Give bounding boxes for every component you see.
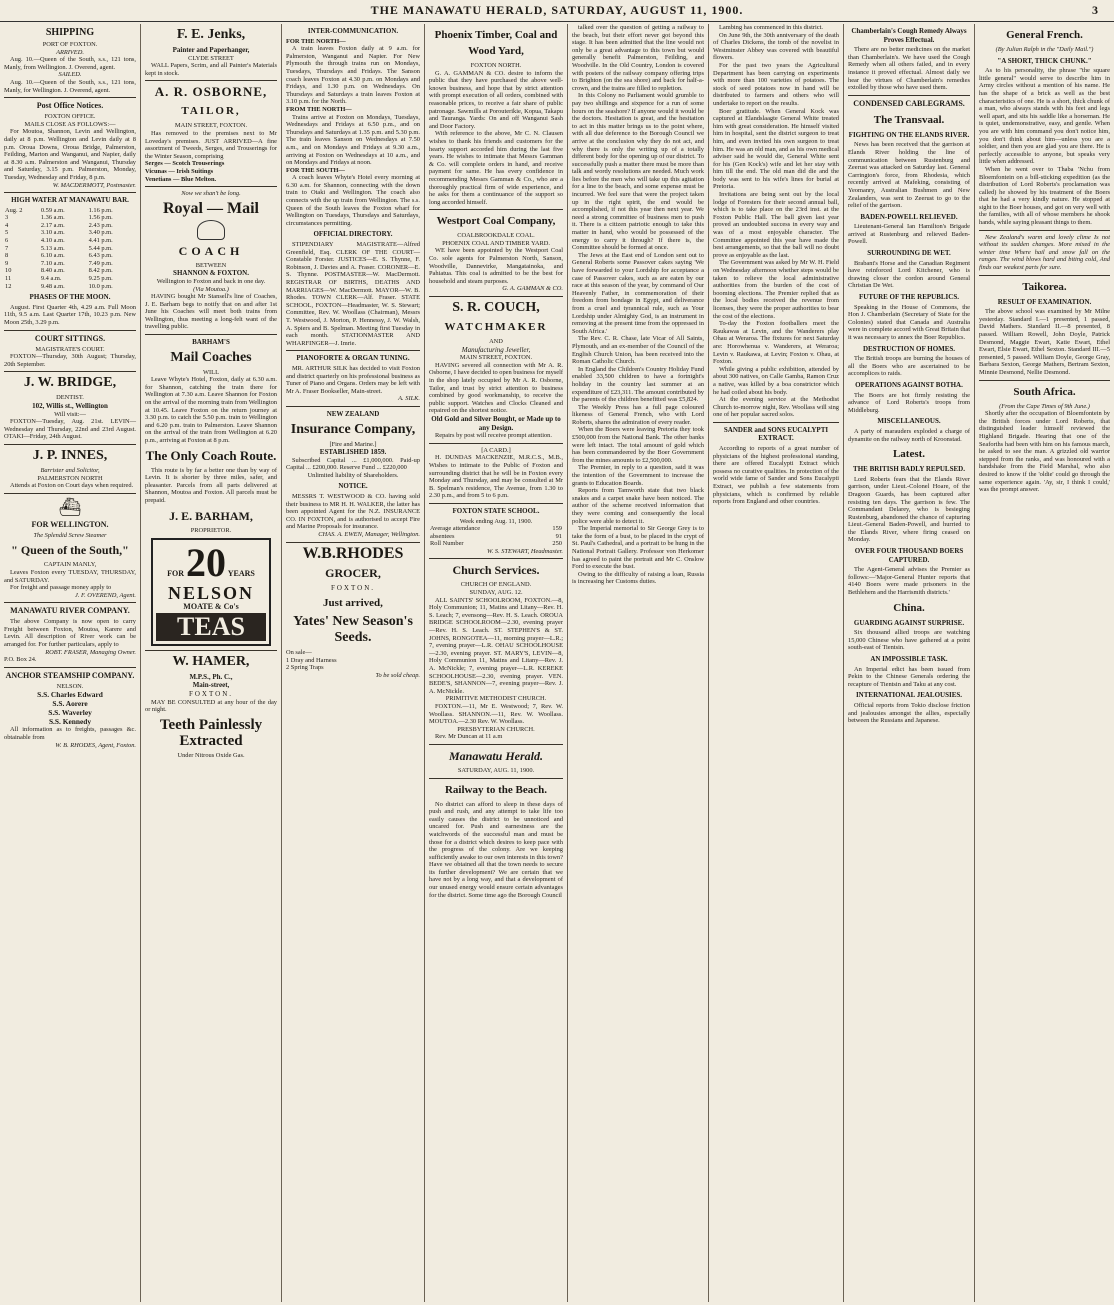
sale-item: 1 Dray and Harness bbox=[286, 656, 337, 664]
high-water-cell: 11 bbox=[5, 275, 12, 283]
misc-text: A party of marauders exploded a charge of dynamite on the railway north of Kroonstad. bbox=[848, 427, 970, 443]
south-africa-source: (From the Cape Times of 9th June.) bbox=[999, 402, 1090, 410]
taikorea-heading: Taikorea. bbox=[1022, 280, 1067, 293]
westport-title: Westport Coal Company, bbox=[436, 215, 556, 228]
nelson-teas-advert bbox=[151, 538, 271, 646]
boers-heading: OVER FOUR THOUSAND BOERS CAPTURED. bbox=[854, 547, 964, 564]
church-england: CHURCH OF ENGLAND. bbox=[460, 581, 532, 589]
nelson-name: NELSON bbox=[167, 583, 255, 604]
column-6 bbox=[709, 24, 843, 1302]
nz-heading: NEW ZEALAND bbox=[326, 409, 380, 418]
news-paragraph: At the evening service at the Methodist Church to-morrow night, Rev. Woollass will sing one of her popular sacred solos. bbox=[713, 396, 839, 419]
nz-name: Insurance Company, bbox=[290, 421, 416, 437]
school-heading: FOXTON STATE SCHOOL. bbox=[452, 506, 540, 515]
exam-text: The above school was examined by Mr Milne yesterday. Standard I.—1 presented, 1 passed, David Mathers. Standard II.—8 presented, 8 passed. William Rowell, John Doyle, Patrick Desmond, Maggie Ewart, Katie Ewart, Ethel Ewart, Elsie Ewart, Ethel Sexton. Standard III.—5 presented, 5 passed. William Doyle, George Gray, Barbara Sexton, George Mathers, Bertram Sexton, Minnie Desmond, Nellie Desmond. bbox=[979, 308, 1110, 376]
high-water-row bbox=[4, 229, 136, 237]
high-water-cell: 5.44 p.m. bbox=[88, 244, 113, 252]
botha-heading: OPERATIONS AGAINST BOTHA. bbox=[855, 380, 963, 389]
high-water-cell: 8.40 a.m. bbox=[40, 267, 65, 275]
piano-signature: A. SILK. bbox=[398, 395, 420, 403]
nz-capital: Subscribed Capital ... £1,000,000. Paid-up Capital ... £200,000. Reserve Fund ... £220,000 bbox=[286, 456, 420, 472]
school-cell: 159 bbox=[552, 525, 562, 533]
barham-name: J. E. BARHAM, bbox=[169, 508, 253, 523]
french-sub: "A SHORT, THICK CHUNK." bbox=[997, 56, 1092, 65]
anchor-text: All information as to freights, passages &c. obtainable from bbox=[4, 726, 136, 742]
high-water-cell: 7 bbox=[5, 244, 9, 252]
from-north-text: Trains arrive at Foxton on Mondays, Tuesdays, Wednesdays and Fridays at 6.50 p.m., and on Thursdays and Saturdays at 1.35 p.m. and 5.30 p.m. The train leaves Sanson on Wednesdays at 7.50 a.m., and on Mondays and Fridays at 9.30 a.m., arriving at Foxton on Wednesdays at 10 a.m., and on Mondays and Fridays at noon. bbox=[286, 113, 420, 167]
british-heading: THE BRITISH BADLY REPULSED. bbox=[853, 465, 965, 474]
high-water-cell: 10.0 p.m. bbox=[88, 282, 113, 290]
arrived-text: Aug. 10.—Queen of the South, s.s., 121 tons, Manly, from Wellington. J. Overend, agent. bbox=[4, 56, 136, 71]
ship-icon: ⛴ bbox=[58, 496, 82, 517]
anchor-signature: W. B. RHODES, Agent, Foxton. bbox=[55, 741, 136, 749]
river-heading: MANAWATU RIVER COMPANY. bbox=[10, 606, 130, 616]
wellington-heading: FOR WELLINGTON. bbox=[31, 519, 109, 529]
yates-seeds: Yates' New Season's Seeds. bbox=[293, 614, 413, 646]
high-water-heading: HIGH WATER AT MANAWATU BAR. bbox=[11, 196, 129, 205]
high-water-cell: 8.42 p.m. bbox=[88, 267, 113, 275]
herald-nameplate: Manawatu Herald. bbox=[448, 748, 544, 763]
moon-text: August. First Quarter 4th, 4.29 a.m. Full Moon 11th, 9.5 a.m. Last Quarter 17th, 10.23 p.m. New Moon 25th, 3.29 p.m. bbox=[4, 303, 136, 326]
nelson-twenty: 20 bbox=[186, 540, 227, 586]
phoenix-coal: PHOENIX COAL AND TIMBER YARD. bbox=[442, 239, 550, 247]
only-route-text: This route is by far a better one than by way of Levin. It is shorter by three miles, safer, and pleasanter. Parcels from all parts delivered at Shannon, Moutoa and Foxton. All parcels must be prepaid. bbox=[145, 466, 277, 504]
phoenix-text: G. A. GAMMAN & CO. desire to inform the public that they have purchased the above well-known business, and hope that by strict attention with prompt execution of all orders, combined with reasonable prices, to receive a fair share of public patronage. Sawmills at Porouterikie, Kopua, Takapu and Tauranga. Yards: On and off Wanganui Sash and Door Factory. bbox=[429, 69, 563, 130]
barham-title: BARHAM'S bbox=[192, 338, 230, 347]
high-water-cell: 4 bbox=[5, 221, 9, 229]
high-water-row bbox=[4, 267, 136, 275]
shipping-port: PORT OF FOXTON. bbox=[42, 41, 98, 48]
high-water-cell: 0.59 a.m. bbox=[40, 206, 65, 214]
page-number: 3 bbox=[1092, 3, 1098, 17]
column-3 bbox=[282, 24, 424, 1302]
osborne-address: MAIN STREET, FOXTON. bbox=[174, 122, 248, 130]
jenks-role: Painter and Paperhanger, bbox=[172, 46, 250, 54]
jealous-heading: INTERNATIONAL JEALOUSIES. bbox=[855, 691, 963, 700]
river-signature: ROBT. FRASER, Managing Owner. bbox=[45, 648, 136, 656]
presby-text: Rev. Mr Duncan at 11 a.m bbox=[435, 733, 503, 741]
high-water-cell: 3 bbox=[5, 214, 9, 222]
school-table bbox=[429, 525, 563, 548]
rhodes-town: FOXTON. bbox=[330, 583, 375, 592]
teeth-title: Teeth Painlessly Extracted bbox=[159, 716, 263, 749]
for-south-label: FOR THE SOUTH— bbox=[286, 166, 345, 174]
news-paragraph: To-day the Foxton footballers meet the Raukawas at Levin, and the Wanderers play Ohau at Weraroa. The fixtures for next Saturday are: Horowhenua v. Wanderers, at Weraroa; Levin v. Raukawa, at Levin; Foxton v. Ohau, at Foxton. bbox=[713, 320, 839, 366]
high-water-row bbox=[4, 260, 136, 268]
dewet-heading: SURROUNDING DE WET. bbox=[867, 249, 951, 258]
leaves-text: Leaves Foxton every TUESDAY, THURSDAY, and SATURDAY. bbox=[4, 568, 136, 584]
high-water-cell: 9.25 p.m. bbox=[88, 275, 113, 283]
latest-heading: Latest. bbox=[892, 448, 926, 461]
couch-name: S. R. COUCH, bbox=[452, 300, 540, 316]
transvaal-heading: The Transvaal. bbox=[873, 113, 945, 126]
presby-heading: PRESBYTERIAN CHURCH. bbox=[457, 725, 535, 733]
elands-text: News has been received that the garrison at Elands River holding the line of communication between Rustenburg and Zeerust was attacked on Saturday last. General Carrington's force, from Rhodesia, which recently arrived at Mafeking, consisting of Yeomanry, Australian Bushmen and New Zealanders, was sent to Zeerust to go to the relief of the garrison. bbox=[848, 141, 970, 210]
news-paragraph: While giving a public exhibition, attended by about 300 natives, on Calle Gamba, Ramon Cruz a native, was killed by a boa constrictor which he had coiled about his body. bbox=[713, 365, 839, 396]
high-water-cell: 4.41 p.m. bbox=[88, 237, 113, 245]
column-5 bbox=[568, 24, 708, 1302]
high-water-cell: 8 bbox=[5, 252, 9, 260]
south-africa-heading: South Africa. bbox=[1013, 385, 1076, 398]
school-signature: W. S. STEWART, Headmaster. bbox=[486, 547, 563, 555]
high-water-cell: 9.48 a.m. bbox=[40, 282, 65, 290]
innes-role: Barrister and Solicitor, bbox=[40, 466, 100, 474]
overend-signature: J. F. OVEREND, Agent. bbox=[75, 591, 136, 599]
school-cell: 91 bbox=[555, 532, 562, 540]
piano-text: MR. ARTHUR SILK has decided to visit Foxton and district quarterly on his professional business as Tuner of Piano and Organs. Orders may be left with Mr A. Fraser Bookseller, Main-street. bbox=[286, 364, 420, 395]
british-text: Lord Roberts fears that the Elands River garrison, under Lieut.-Colonel Hoare, of the Dragoon Guards, has been captured after resisting ten days. The garrison is few. The Commandant Delarey, who is besieging Rustenburg, abandoned the chance of capturing Lieut.-General Baden-Powell, and hurried to the Elands River, where firing ceased on Monday. bbox=[848, 475, 970, 544]
future-heading: FUTURE OF THE REPUBLICS. bbox=[859, 293, 959, 302]
high-water-row bbox=[4, 275, 136, 283]
steamer-label: The Splendid Screw Steamer bbox=[33, 531, 107, 539]
jenks-name: F. E. Jenks, bbox=[176, 27, 246, 42]
impossible-heading: AN IMPOSSIBLE TASK. bbox=[870, 655, 948, 663]
notice-heading: NOTICE. bbox=[338, 482, 368, 491]
high-water-cell: 3.10 a.m. bbox=[40, 229, 65, 237]
official-text: STIPENDIARY MAGISTRATE—Alfred Greenfield, Esq. CLERK OF THE COURT—Constable Forster. JUSTICES—E. S. Thynne, F. Robinson, J. Davies and A. Fraser. CORONER—E. S. Thynne. POSTMASTER—W. MacDermott. REGISTRAR OF BIRTHS, DEATHS AND MARRIAGES—W. MacDermott. MAYOR—W. B. Rhodes. TOWN CLERK—Alf. Fraser. STATE SCHOOL, FOXTON—Headmaster, W. S. Stewart; Committee, Rev. W. Woollass (Chairman), Messrs T. Westwood, J. Morton, P. Hennessy, J. W. Walsh, A. Spiers and B. Spelman. Meeting first Tuesday in each month. STATIONMASTER AND WHARFINGER—J. Imrie. bbox=[286, 241, 420, 347]
arrived-label: ARRIVED. bbox=[56, 48, 84, 56]
court-sub: MAGISTRATE'S COURT. bbox=[35, 345, 105, 353]
sander-text: According to reports of a great number of physicians of the highest professional standing, there are offered Eucalypti Extract which possess no curative qualities. In protection of the world wide fame of Sander and Sons Eucalypti Extract, we publish a few statements from physicians, which is confirmed by reliable reports from England and other countries. bbox=[713, 445, 839, 506]
railway-heading: Railway to the Beach. bbox=[444, 783, 548, 796]
high-water-cell: 1.56 p.m. bbox=[88, 214, 113, 222]
church-heading: Church Services. bbox=[452, 563, 540, 578]
high-water-cell: 10 bbox=[5, 267, 12, 275]
news-paragraph: The Imperial memorial to Sir George Grey is to take the form of a bust, to be placed in the crypt of St. Paul's Cathedral, and a portrait to be hung in the National Portrait Gallery. Professor von Herkomer has agreed to paint the portrait and Mr C. Onslow Ford to execute the bust. bbox=[572, 525, 704, 571]
nelson-for: FOR bbox=[167, 569, 185, 579]
south-text: A coach leaves Whyte's Hotel every morning at 6.30 a.m. for Shannon, connecting with the down train to Otaki and Wellington. The coach also connects with the up train from Wellington. The s.s. Queen of the South leaves the Foxton wharf for Wellington on Tuesdays, Thursdays and Saturdays, circumstances permitting. bbox=[286, 174, 420, 227]
high-water-cell: 6.43 p.m. bbox=[88, 252, 113, 260]
high-water-cell: 9.4 a.m. bbox=[40, 275, 62, 283]
for-north-label: FOR THE NORTH— bbox=[286, 37, 346, 45]
high-water-row bbox=[4, 237, 136, 245]
anchor-ships: S.S. Charles Edward S.S. Aorere S.S. Waverley S.S. Kennedy bbox=[37, 690, 103, 727]
high-water-table bbox=[4, 207, 136, 291]
lovin-tagline: Now we shan't be long. bbox=[181, 190, 241, 198]
school-row bbox=[429, 533, 563, 541]
china-heading: China. bbox=[893, 601, 925, 614]
north-text: A train leaves Foxton daily at 9 a.m. for Palmerston, Wanganui and Napier. For New Plymouth the through trains run on Mondays, Tuesdays, Thursdays and Fridays. The Sanson coach leaves Foxton at 4.30 p.m. on Mondays and Fridays, and 1.30 p.m. on Wednesdays. On Thursdays and Saturdays a train leaves Foxton at 3.10 p.m. for the North. bbox=[286, 45, 420, 106]
anchor-heading: ANCHOR STEAMSHIP COMPANY. bbox=[5, 670, 135, 680]
bridge-text: FOXTON—Tuesday, Aug. 21st. LEVIN—Wednesday and Thursday, 22nd and 23rd August. OTAKI—Friday, 24th August. bbox=[4, 418, 136, 441]
bridge-visit: Will visit:— bbox=[54, 410, 86, 418]
court-text: FOXTON—Thursday, 30th August; Thursday, 20th September. bbox=[4, 353, 136, 368]
editorial-paragraph: In this Colony no Parliament would grumble to pay two shillings and sixpence for a run of some hours on the seashore? If anyone would it would be the doctors. Hesitation is great, and the hesitation to act in this matter brings us to the point where, with all due deference to the Borough Council we arrive at the conclusion why they do not act, and why there is only the writing up of a totally different body for the opening up of our district. To successfully push a matter there must be more than talk and wordy resolutions are needed. Much work lies before the men who will take up this agitation for a line to the beach, and some expense must be incurred. We feel sure that were the project taken up in the right spirit, the end would be accomplished, if not this year then next year. We need a strong committee of business men to push it. There is a citizen patriotic enough to take this matter in hand, who would be possessed of the energy to carry it through? If there is, the Committee should be formed at once. bbox=[572, 92, 704, 252]
official-heading: OFFICIAL DIRECTORY. bbox=[313, 230, 393, 239]
nelson-teas: TEAS bbox=[156, 613, 266, 641]
innes-name: J. P. INNES, bbox=[32, 447, 108, 463]
jenks-text: WALL Papers, Scrim, and all Painter's Materials kept in stock. bbox=[145, 62, 277, 77]
news-paragraph: The Jews at the East end of London sent out to General Roberts some Passover cakes saying 'We have forwarded to your Lordship for acceptance a case of Passover cakes, such as are eaten by our race at this season of the year, by command of Our Heavenly Father, in commemoration of their freedom from bondage in Egypt, and deliverance from a cruel and tyrannical rule, such as Your Lordship under Almighty God, is an instrument in removing at the present time from the oppressed in South Africa.' bbox=[572, 251, 704, 335]
news-paragraph: On June 9th, the 30th anniversary of the death of Charles Dickens, the tomb of the novelist in Westminster Abbey was covered with beautiful flowers. bbox=[713, 31, 839, 62]
guard-heading: GUARDING AGAINST SURPRISE. bbox=[853, 618, 965, 627]
elands-heading: FIGHTING ON THE ELANDS RIVER. bbox=[848, 130, 970, 139]
high-water-cell: 6.10 a.m. bbox=[40, 252, 65, 260]
grocer-label: GROCER, bbox=[325, 565, 381, 580]
high-water-cell: 2.17 a.m. bbox=[40, 221, 65, 229]
phoenix-place: FOXTON NORTH. bbox=[470, 62, 522, 69]
news-paragraph: The Weekly Press has a full page coloured likeness of General French, who with Lord Roberts, shares the admiration of every reader. bbox=[572, 403, 704, 426]
news-paragraph: Owing to the difficulty of raising a loan, Russia is increasing her Customs duties. bbox=[572, 570, 704, 586]
osborne-name: A. R. OSBORNE, bbox=[154, 84, 268, 100]
french-heading: General French. bbox=[1006, 29, 1083, 41]
notice-text: MESSRS T. WESTWOOD & CO. having sold their business to MR H. H. WALKER, the latter has been appointed Agent for the N.Z. INSURANCE CO. IN FOXTON, and is authorised to accept Fire and Marine Proposals for insurance. bbox=[286, 493, 420, 531]
cables-heading: CONDENSED CABLEGRAMS. bbox=[853, 98, 965, 108]
french-byline: (By Julian Ralph in the "Daily Mail.") bbox=[995, 46, 1094, 53]
guard-text: Six thousand allied troops are watching 15,000 Chinese who have gathered at a point south-east of Tientsin. bbox=[848, 629, 970, 652]
south-africa-text: Shortly after the occupation of Bloemfontein by the British forces under Lord Roberts, that distinguished leader himself reviewed the Highland Brigade. Hearing that one of the Seaforths had been with him on his famous march, he asked to see the man. A grizzled old warrior stepped from the ranks, and was honoured with a handshake from the Field Marshal, who also desired to know if the 'oldie' could go through the same experience again. 'Ay, sir, I think I could,' was the prompt answer. bbox=[979, 410, 1110, 494]
exam-heading: RESULT OF EXAMINATION. bbox=[997, 297, 1092, 306]
news-paragraph: Reports from Tamworth state that two black snakes and a carpet snake have been noticed. The author of the scheme received information that they were coming and consequently the local police were able to detect it. bbox=[572, 487, 704, 525]
mail-coaches-title: Mail Coaches bbox=[170, 349, 252, 365]
baden-heading: BADEN-POWELL RELIEVED. bbox=[860, 212, 958, 221]
news-paragraph: Lambing has commenced in this district. bbox=[719, 24, 824, 31]
notice-signature: CHAS. A. EWEN, Manager, Wellington. bbox=[318, 531, 420, 539]
hamer-role: M.P.S., Ph. C., bbox=[189, 672, 233, 681]
ad-verse: New Zealand's warm and lovely clime Is not without its sudden changes. More mixed in the winter time Where hail and snow fall on the ranges. The wind blows hard and biting cold, And finds our weakest parts for sure. bbox=[979, 233, 1110, 272]
couch-role: WATCHMAKER bbox=[444, 321, 548, 334]
news-paragraph: When the Boers were leaving Pretoria they took £500,000 from the National Bank. The other banks were left intact. The total amount of gold which has been commandeered by the Boer Government from the mines amounts to £2,500,000. bbox=[572, 426, 704, 464]
bridge-address: 102, Willis st., Wellington bbox=[32, 401, 108, 410]
primitive-heading: PRIMITIVE METHODIST CHURCH. bbox=[445, 695, 547, 703]
post-office-text: For Moutoa, Shannon, Levin and Wellington, daily at 8 p.m. Wellington and Levin daily at 8 p.m. Oroua Downs, Oroua Bridge, Palmerston, Feilding, Marton and Wanganui, and Napier, daily at 8.30 a.m. Palmerston and Wanganui, Thursday and Saturday, 3.15 p.m. Palmerston, Monday, Tuesday, Wednesday and Friday, 8 p.m. bbox=[4, 128, 136, 181]
phoenix-title: Phoenix Timber, Coal and Wood Yard, bbox=[434, 29, 558, 57]
high-water-cell: 9 bbox=[5, 259, 9, 267]
royal-mail-title: Royal — Mail bbox=[163, 199, 259, 217]
sailed-text: Aug. 10.—Queen of the South, s.s., 121 tons, Manly, for Wellington. J. Overend, agent. bbox=[4, 78, 136, 94]
between-label: BETWEEN bbox=[195, 261, 227, 269]
rhodes-name: W.B.RHODES bbox=[302, 544, 404, 562]
high-water-cell: 1.36 a.m. bbox=[40, 214, 65, 222]
royal-body: HAVING bought Mr Stansell's line of Coaches, J. E. Barham begs to notify that on and after 1st June his Coaches will meet both trains from Wellington, thus meeting a long-felt want of the travelling public. bbox=[145, 293, 277, 331]
destruction-heading: DESTRUCTION OF HOMES. bbox=[862, 344, 956, 353]
river-text: The above Company is now open to carry Freight between Foxton, Moutoa, Karere and Levin. All description of River work can be arranged for. For further particulars, apply to bbox=[4, 618, 136, 649]
primitive-text: FOXTON.—11, Mr E. Westwood; 7, Rev. W. Woollass. SHANNON.—11, Rev. W. Woollass. MOUTOA.—2.30 Rev. W. Woollass. bbox=[429, 702, 563, 726]
church-text: ALL SAINTS' SCHOOLROOM, FOXTON.—8, Holy Communion; 11, Matins and Litany—Rev. H. S. Leach; 7, evensong—Rev. H. S. Leach. OROUA BRIDGE SCHOOLROOM—2.30, evening prayer—Rev. H. S. Leach. ST. STEPHEN'S & ST. JOHNS, RONGOTEA—11, morning prayer—L.R.; 7, evening prayer—L.R. OHAU SCHOOLHOUSE—2.30, evening prayer. ST. MARY'S, LEVIN—8, Holy Communion 11, Matins and Litany—Rev. J. A. McNickle; 7, evening prayer—L.R. KEREKE SCHOOLHOUSE—2.30, evening prayer. VEN. BEDE'S, SHANNON—7, evening prayer—Rev. J. A. McNickle. bbox=[429, 596, 563, 695]
sold-cheap: To be sold cheap. bbox=[375, 672, 420, 679]
column-2 bbox=[141, 24, 281, 1302]
royal-text: Wellington to Foxton and back in one day. bbox=[156, 277, 266, 285]
piano-heading: PIANOFORTE & ORGAN TUNING. bbox=[296, 354, 410, 363]
boers-text: The Agent-General advises the Premier as follows:—'Major-General Hunter reports that 4140 Boers were made prisoners in the Bethlehem and the Harrismith districts.' bbox=[848, 566, 970, 597]
proprietor-label: PROPRIETOR. bbox=[190, 526, 232, 534]
high-water-cell: 6 bbox=[5, 237, 9, 245]
church-date: SUNDAY, AUG. 12. bbox=[469, 589, 523, 597]
high-water-cell: 5 bbox=[5, 229, 9, 237]
masthead bbox=[0, 0, 1114, 22]
gold-text: Repairs by post will receive prompt attention. bbox=[435, 432, 552, 440]
coach-crest-icon bbox=[145, 220, 277, 240]
tailor-label: TAILOR, bbox=[181, 105, 241, 118]
innes-place: PALMERSTON NORTH bbox=[37, 474, 103, 482]
high-water-cell: 3.40 p.m. bbox=[88, 229, 113, 237]
nelson-years: YEARS bbox=[227, 569, 255, 579]
bridge-role: DENTIST. bbox=[56, 394, 84, 402]
coach-title: COACH bbox=[178, 243, 244, 258]
card-label: [A CARD.] bbox=[481, 446, 511, 454]
couch-role-2: Manufacturing Jeweller, bbox=[461, 345, 531, 354]
high-water-row bbox=[4, 214, 136, 222]
school-cell: absentees bbox=[430, 532, 455, 540]
school-week: Week ending Aug. 11, 1900. bbox=[459, 517, 533, 525]
news-paragraph: For the past two years the Agricultural Department has been carrying on experiments with more than 100 varieties of potatoes. The stock of seed potatoes now in hand will be distributed to farmers and others who will undertake to report on the results. bbox=[713, 61, 839, 107]
baden-text: Lieutenant-General Ian Hamilton's Brigade arrived at Rustenburg and relieved Baden-Powell. bbox=[848, 223, 970, 246]
high-water-cell: 2.43 p.m. bbox=[88, 221, 113, 229]
school-row bbox=[429, 540, 563, 548]
news-paragraph: Invitations are being sent out by the local lodge of Foresters for their second annual ball, which is to take place on the 23rd inst. at the Foxton Public Hall. The ball given last year proved an undoubted success in every way and was of a most enjoyable character. The Committee appointed this year have made the best arrangements, so that the ball will no doubt prove as enjoyable as the last. bbox=[713, 191, 839, 259]
gold-heading: Old Gold and Silver Bought, or Made up to any Design. bbox=[431, 414, 561, 432]
jenks-address: CLYDE STREET bbox=[188, 54, 234, 62]
post-office-heading: Post Office Notices. bbox=[36, 101, 104, 111]
jealous-text: Official reports from Tokio disclose friction and jealousies amongst the allies, especially between the Russians and Japanese. bbox=[848, 701, 970, 725]
osborne-text: Has removed to the premises next to Mr Loveday's premises. JUST ARRIVED—A fine assortment of Tweeds, Serges, and Trouserings for the Winter Season, comprising bbox=[145, 129, 277, 160]
news-paragraph: Boer gratitude. When General Kock was captured at Elandslaagte General White treated him with great consideration. He himself visited him in hospital, sent the district surgeon to treat him, and even invited his own surgeon to treat him. He was an old man, and as his own medical adviser said he would die, General White sent for his (Gen Kock's) wife and let her stay with him till the end. The old man did die and the body was sent to his wife's lines for burial at Pretoria. bbox=[713, 107, 839, 191]
sander-heading: SANDER and SONS EUCALYPTI EXTRACT. bbox=[723, 425, 829, 443]
shipping-heading: SHIPPING bbox=[45, 27, 95, 38]
only-route-title: The Only Coach Route. bbox=[145, 447, 277, 463]
high-water-cell: 4.10 a.m. bbox=[40, 237, 65, 245]
anchor-port: NELSON. bbox=[56, 682, 84, 690]
moon-heading: PHASES OF THE MOON. bbox=[29, 293, 111, 302]
captain: CAPTAIN MANLY, bbox=[43, 561, 97, 569]
cough-text: There are no better medicines on the market than Chamberlain's. We have used the Cough Remedy when all others failed, and in every instance it proved effectual. Almost daily we hear the virtues of Chamberlain's remedies extolled by those who have used them. bbox=[848, 46, 970, 92]
column-8 bbox=[975, 24, 1114, 1302]
dewet-text: Brabant's Horse and the Canadian Regiment have reinforced Lord Kitchener, who is drawing closer the cordon around General Christian De Wet. bbox=[848, 259, 970, 290]
from-north-label: FROM THE NORTH— bbox=[286, 105, 352, 113]
news-paragraph: The Rev. C. R. Chase, late Vicar of All Saints, Plymouth, and an ex-member of the Council of the English Church Union, has been received into the Roman Catholic Church. bbox=[572, 335, 704, 366]
nz-established: ESTABLISHED 1859. bbox=[319, 448, 387, 457]
column-7 bbox=[844, 24, 974, 1302]
herald-date: SATURDAY, AUG. 11, 1900. bbox=[457, 766, 535, 774]
intercom-heading: INTER-COMMUNICATION. bbox=[307, 27, 399, 35]
school-cell: Roll Number bbox=[430, 540, 464, 548]
news-paragraph: In England the Children's Country Holiday Fund enabled 33,500 children to have a fortnight's holiday in the country last summer at an expenditure of £23,311. The amount contributed by the parents of the children benefitted was £5,824. bbox=[572, 365, 704, 404]
phoenix-text-2: With reference to the above, Mr C. N. Clausen wishes to thank his friends and customers for the hearty support accorded him during the last five years. He wishes to intimate that Messrs Gamman & Co. will complete orders in hand, and receive payment for same. He has every confidence in recommending Messrs Gamman & Co., who are a thoroughly practical firm of wide experience, and he asks for them a continuance of the support so long accorded himself. bbox=[429, 130, 563, 206]
just-arrived: Just arrived, bbox=[323, 597, 383, 610]
high-water-row bbox=[4, 222, 136, 230]
french-text: As to his personality, the phrase "the square little general" would serve to describe him in Army circles without a mention of his name. He has the shape of a brick as well as the best characteristics of one. He is a short, thick chunk of a man, who always stands with his feet and legs well apart, and sits his saddle like a horseman. He is quiet, undemonstrative, easy, and gentle. When you are with him command you don't notice him, you don't think about him—unless you are a soldier, and then you are glad you are there. He is perfectly accessible to anyone, but speaks very little when addressed. bbox=[979, 67, 1110, 166]
railway-text: No district can afford to sleep in these days of push and rush, and any attempt to take life too easily causes the district to be unnoticed and uncared for. Push and earnestness are the watchwords of the successful man and must be those for a district which desires to keep pace with the progress of the colony. Are we keeping sufficiently awake to our own interests in this town? Have we obtained all that the town needs to secure its further development? We are certain that we have not by a long way, and that a development of our unused energy would ensure certain advantages for the district. Some time ago the Borough Council bbox=[429, 800, 563, 899]
mails-close: MAILS CLOSE AS FOLLOWS:— bbox=[24, 120, 116, 128]
freight-text: For freight and passage money apply to bbox=[10, 584, 112, 592]
mail-text: Leave Whyte's Hotel, Foxton, daily at 6.30 a.m. for Shannon, catching the train there for Wellington at 7.30 a.m. Leave Shannon for Foxton on the arrival of the morning train from Wellington at 10.45. Leave Foxton on the return journey at 3.30 p.m. to catch the 5.50 p.m. train to Wellington and 6.20 p.m. train to Palmerston. Leave Shannon on the arrival of the train from Wellington at 6.20 p.m., arriving at Foxton at 8 p.m. bbox=[145, 376, 277, 444]
school-cell: Average attendance bbox=[430, 525, 481, 533]
teeth-sub: Under Nitrous Oxide Gas. bbox=[177, 751, 245, 759]
nz-liability: Unlimited liability of Shareholders. bbox=[307, 471, 399, 479]
coalbrookdale: COALBROOKDALE COAL. bbox=[457, 232, 535, 240]
hamer-name: W. HAMER, bbox=[172, 653, 250, 669]
osborne-list: Serges — Scotch Trouserings Vicunas — Irish Suitings Venetians — Blue Melton. bbox=[145, 160, 225, 183]
will-label: WILL bbox=[203, 368, 219, 376]
newspaper-title: THE MANAWATU HERALD, SATURDAY, AUGUST 11, 1900. bbox=[370, 3, 744, 17]
via-label: (Via Moutoa.) bbox=[193, 285, 229, 293]
impossible-text: An Imperial edict has been issued from Pekin to the Chinese Generals ordering the recapture of Tientsin and Taku at any cost. bbox=[848, 665, 970, 688]
school-row bbox=[429, 525, 563, 533]
future-text: Speaking in the House of Commons, the Hon J. Chamberlain (Secretary of State for the Colonies) stated that Canada and Australia were in complete accord with Great Britain that it was necessary to annex the Boer Republics. bbox=[848, 303, 970, 341]
hamer-address: Main-street, bbox=[192, 681, 230, 690]
high-water-cell: 7.49 p.m. bbox=[88, 259, 113, 267]
post-office-sub: FOXTON OFFICE. bbox=[44, 113, 96, 121]
high-water-cell: Aug. 2 bbox=[5, 206, 23, 214]
westport-text: WE have been appointed by the Westport Coal Co. sole agents for Palmerston North, Sanson, Woodville, Dannevirke, Mangatainoka, and Pahiatua. This coal is admitted to be the best for household and steam purposes. bbox=[429, 247, 563, 285]
hamer-town: FOXTON. bbox=[188, 689, 233, 698]
misc-heading: MISCELLANEOUS. bbox=[877, 417, 941, 426]
french-text-2: When he went over to Thaba 'Nchu from Bloemfontein on a bill-sticking expedition (as the distribution of Lord Roberts's proclamation was called) he showed by his treatment of the Boers that he had a very kindly nature. He stopped at sight to the Boer houses, and got on very well with the families, with all of whose members he shook hands, while saying pleasant things to them. bbox=[979, 165, 1110, 227]
botha-text: The Boers are hot firmly resisting the advance of Lord Roberts's troops from Middleburg. bbox=[848, 391, 970, 414]
westport-signature: G. A. GAMMAN & CO. bbox=[502, 285, 563, 293]
high-water-cell: 12 bbox=[5, 282, 12, 290]
column-4 bbox=[425, 24, 567, 1302]
news-paragraph: The Government was asked by Mr W. H. Field on Wednesday afternoon whether steps would be taken to relieve the local administrative authorities from the burden of the cost of booming elections. The Premier replied that as the local bodies received the revenue from licenses, they were the proper authorities to bear the cost of the elections. bbox=[713, 259, 839, 320]
couch-text: HAVING severed all connection with Mr A. R. Osborne, I have decided to open business for myself in the shop lately occupied by Mr A. R. Osborne, Tailor, and trust by strict attention to business combined by good workmanship, to receive the public support. Watches and Clocks Cleaned and repaired on the shortest notice. bbox=[429, 361, 563, 415]
destruction-text: The British troops are burning the houses of all the Boers who are ascertained to be accomplices to raids. bbox=[848, 355, 970, 378]
queen-title: " Queen of the South," bbox=[11, 543, 129, 558]
news-paragraph: The Premier, in reply to a question, said it was the intention of the Government to increase the grants to Education Boards. bbox=[572, 464, 704, 487]
sale-item: 2 Spring Traps bbox=[286, 664, 324, 672]
river-po: P.O. Box 24. bbox=[4, 656, 37, 664]
high-water-row bbox=[4, 245, 136, 253]
hamer-text: MAY BE CONSULTED at any hour of the day or night. bbox=[145, 698, 277, 714]
high-water-cell: 1.16 p.m. bbox=[88, 206, 113, 214]
high-water-row bbox=[4, 283, 136, 291]
high-water-row bbox=[4, 207, 136, 215]
nz-sub: [Fire and Marine.] bbox=[329, 440, 377, 448]
court-heading: COURT SITTINGS. bbox=[34, 333, 106, 343]
high-water-row bbox=[4, 252, 136, 260]
couch-and: AND bbox=[489, 338, 503, 346]
bridge-name: J. W. BRIDGE, bbox=[23, 375, 117, 391]
nelson-moate: MOATE & Co's bbox=[183, 602, 239, 612]
high-water-cell: 5.13 a.m. bbox=[40, 244, 65, 252]
column-1 bbox=[0, 24, 140, 1302]
sailed-label: SAILED. bbox=[58, 71, 82, 79]
innes-text: Attends at Foxton on Court days when required. bbox=[10, 482, 134, 490]
high-water-cell: 7.10 a.m. bbox=[40, 259, 65, 267]
couch-address: MAIN STREET, FOXTON. bbox=[459, 354, 533, 362]
on-sale-label: On sale— bbox=[286, 649, 312, 657]
editorial-paragraph: talked over the question of getting a railway to the beach, but their effort never got beyond this stage. It has been admitted that the line would not only be a great advantage to this town but would generally benefit Palmerston, Feilding, and Woodville. In the Old Country, London is covered with posters of the railway company offering trips to Brighton (on the sea shore) and back for half-a-crown, and the trains are filled to repletion. bbox=[572, 24, 704, 92]
postmaster-signature: W. MACDERMOTT, Postmaster. bbox=[52, 181, 136, 189]
cough-heading: Chamberlain's Cough Remedy Always Proves Effectual. bbox=[851, 27, 967, 44]
mackenzie-text: H. DUNDAS MACKENZIE, M.R.C.S., M.B., Wishes to intimate to the Public of Foxton and surrounding district that he will be in Foxton every Monday and Thursday, and may be consulted at Mr B. Spelman's residence, The Avenue, from 1.30 to 2.30 p.m., and from 5 to 6 p.m. bbox=[429, 454, 563, 500]
shannon-foxton: SHANNON & FOXTON. bbox=[173, 269, 249, 278]
school-cell: 250 bbox=[552, 540, 562, 548]
